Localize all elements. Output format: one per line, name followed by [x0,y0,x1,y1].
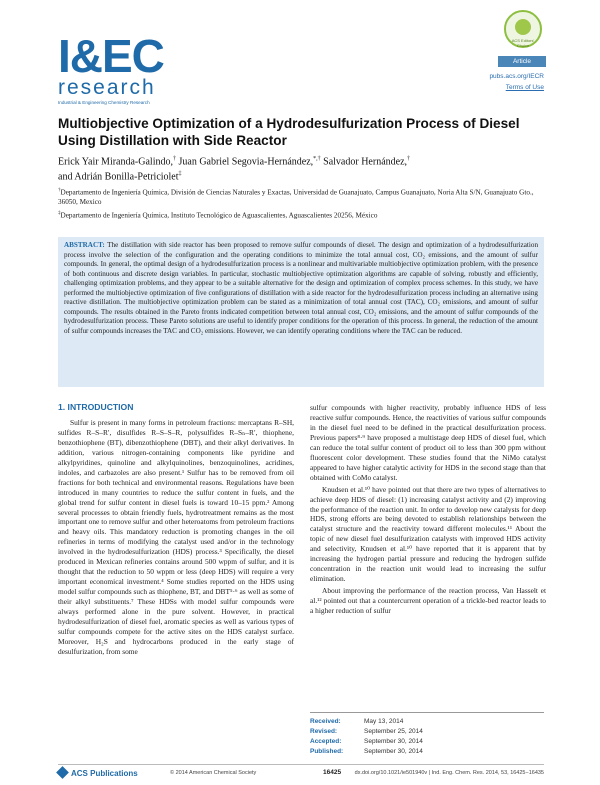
author-mark: † [172,156,176,162]
author-mark: *,† [313,156,321,162]
abstract-label: ABSTRACT: [64,241,105,249]
affiliation: ‡Departamento de Ingeniería Química, Instituto Tecnológico de Aguascalientes, Aguascalientes 20256, México [58,211,378,220]
doi-citation[interactable]: dx.doi.org/10.1021/ie501940v | Ind. Eng. Chem. Res. 2014, 53, 16425−16435 [354,770,544,776]
badge-emblem [515,19,531,35]
author-name[interactable]: Salvador Hernández, [323,156,408,168]
paragraph: sulfur compounds with higher reactivity, probably influence HDS of less reactive sulfur compounds. Hence, the reactivities of various sulfur compounds in the diesel fuel need to be defined in the practical desulfurization process. Previous papers⁸·⁹ have proposed a multistage deep HDS of diesel fuel, which can reduce the total sulfur content of product oil to less than 300 ppm without fluorescent color development. These studies found that the NiMo catalyst appeared to have higher catalytic activity for HDS in the second stage than that obtained with CoMo catalyst. [310,403,546,482]
badge-text: ACS Editors' Choice [511,38,535,48]
acs-logo-icon [56,766,69,779]
paragraph: Sulfur is present in many forms in petroleum fractions: mercaptans R–SH, sulfides R–S–R′, disulfides R–S–S–R, polysulfides R–Sₙ–R′, thiophene, benzothiophene (BT), dibenzothiophene (DBT), and their alkyl derivatives. In addition, various nitrogen-containing components like pyridine and alkylpyridines, quinoline and alkylquinolines, benzoquinolines, acridines, indoles, and carbazoles are also present.¹ Sulfur has to be removed from oil fractions for both technical and environmental reasons. Regulations have been introduced in many countries to reduce the sulfur content in fuels, and the global trend for sulfur content in diesel fuels is toward 10–15 ppm.² Among several processes to obtain friendly fuels, hydrotreatment remains as the most important one to remove sulfur and other heteroatoms from petroleum fractions and heavy oils. This mandatory reduction is promoting changes in the oil refineries in terms of modifying the catalyst used and/or in the technology involved in the hydrodesulfurization (HDS) process.³ Specifically, the diesel produced in Mexican refineries contains around 500 wppm of sulfur, and it is thought that the reduction to 50 wppm or less (deep HDS) will require a very important economical investment.⁴ Some studies reported on the HDS using model sulfur compounds such as thiophene, BT, and DBT⁵·⁶ as well as some of their alkyl substituents.⁷ These HDSs with model sulfur compounds were always performed alone in the pure solvent. However, in practical hydrodesulfurization of diesel fuel, aromatic species as well as various types of sulfur compounds compete for the active sites on the HDS catalyst surface. Moreover, H₂S and hydrocarbons produced in the early stage of desulfurization, from some [58,417,294,656]
editors-choice-icon [504,10,542,48]
affiliations [58,186,544,223]
publisher-logo[interactable]: ACS Publications [58,768,138,778]
affiliation: †Departamento de Ingeniería Química, División de Ciencias Naturales y Exactas, Universidad de Guanajuato, Campus Guanajuato, Noria Alta S/N, Guanajuato Gto., 36050, Mexico [58,188,534,207]
footer-divider [58,764,544,765]
article-type-label: Article [498,56,546,67]
date-row: Revised: September 25, 2014 [310,728,423,735]
page-footer [58,768,544,780]
author-list [58,153,528,184]
abstract [64,241,538,336]
author-mark: ‡ [178,171,182,178]
logo-subtitle: Industrial & Engineering Chemistry Research [58,100,150,105]
date-row: Received: May 13, 2014 [310,718,404,725]
author-name[interactable]: and Adrián Bonilla-Petriciolet [58,171,179,183]
abstract-box [58,237,544,387]
section-heading: 1. INTRODUCTION [58,402,134,412]
date-row: Published: September 30, 2014 [310,748,423,755]
author-name[interactable]: Juan Gabriel Segovia-Hernández, [178,156,314,168]
abstract-text: The distillation with side reactor has been proposed to remove sulfur compounds of diesel. The design and optimization of a hydrodesulfurization process involve the selection of the configuration and the operating conditions to minimize the total annual cost, CO₂ emissions, and the amount of sulfur compounds. In general, the optimal design of a hydrodesulfurization process is a nonlinear and multivariable multiobjective optimization problem, with the presence of both continuous and discrete design variables. In particular, stochastic multiobjective optimization algorithms are capable of solving, robustly and efficiently, challenging optimization problems, and they appear to be a suitable alternative for the design and optimization of complex process schemes. In this study, we have performed the multiobjective optimization of five configurations of distillation with a side reactor for the hydrodesulfurization process including an alternative using reactive distillation. The multiobjective optimization problem can be stated as a minimization of total annual cost (TAC), CO₂ emissions, and amount of sulfur compounds. The results obtained in the Pareto fronts indicated competition between total annual cost, CO₂ emissions, and the amount of sulfur compounds of the hydrodesulfurization process. These Pareto solutions are useful to identify proper conditions for the operation of this process. In general, the reduction of the amount of sulfur compounds increases the TAC and CO₂ emissions. However, we can identify operating conditions where the TAC can be reduced. [64,241,539,335]
body-column-left [58,403,294,659]
paragraph: About improving the performance of the reaction process, Van Hasselt et al.¹² pointed out that a countercurrent operation of a trickle-bed reactor leads to a higher reduction of sulfur [310,586,546,616]
author-mark: † [407,156,411,162]
journal-logo [58,30,164,105]
paragraph: Knudsen et al.¹⁰ have pointed out that there are two types of alternatives to achieve deep HDS of diesel: (1) increasing catalyst activity and (2) improving the performance of the reaction unit. In order to develop new catalysts for deep HDS, strong efforts are being devoted to establish relationships between the catalyst structure and the reactivity toward different molecules.¹¹ About the topic of new diesel fuel desulfurization catalysts with improved HDS activity and selectivity, Knudsen et al.¹⁰ have reported that it is apparent that by increasing the hydrogen partial pressure and reducing the hydrogen sulfide concentration in the reaction unit would lead to increasing the sulfur elimination. [310,484,546,584]
author-name[interactable]: Erick Yair Miranda-Galindo, [58,156,173,168]
journal-website-link[interactable]: pubs.acs.org/IECR [489,73,544,80]
terms-of-use-link[interactable]: Terms of Use [505,84,544,91]
article-title: Multiobjective Optimization of a Hydrodesulfurization Process of Diesel Using Distillation with Side Reactor [58,116,520,148]
date-row: Accepted: September 30, 2014 [310,738,423,745]
logo-research: research [58,76,156,99]
logo-main: I&EC [58,30,164,82]
copyright: © 2014 American Chemical Society [170,770,257,776]
page-number: 16425 [323,769,342,776]
body-column-right [310,403,546,618]
publication-dates [310,712,544,757]
